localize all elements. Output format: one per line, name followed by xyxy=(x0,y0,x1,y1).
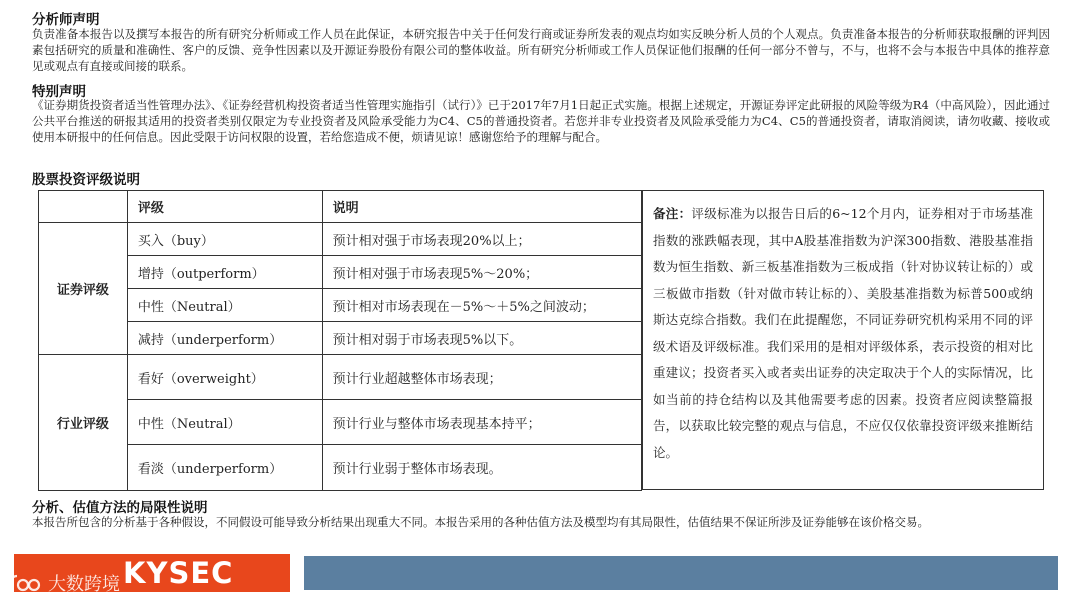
industry-rating-group-label: 行业评级 xyxy=(39,355,128,491)
rating-section-title: 股票投资评级说明 xyxy=(32,172,140,188)
watermark-logo-icon xyxy=(6,572,42,594)
stock-rating-group-label: 证券评级 xyxy=(39,223,128,355)
desc-cell: 预计相对弱于市场表现5%以下。 xyxy=(322,322,641,355)
desc-cell: 预计相对市场表现在－5%～＋5%之间波动； xyxy=(322,289,641,322)
desc-cell: 预计行业与整体市场表现基本持平； xyxy=(322,400,641,445)
desc-cell: 预计相对强于市场表现5%～20%； xyxy=(322,256,641,289)
limitations-title: 分析、估值方法的局限性说明 xyxy=(32,500,208,516)
table-row xyxy=(39,400,642,445)
limitations-body: 本报告所包含的分析基于各种假设，不同假设可能导致分析结果出现重大不同。本报告采用的各种估值方法及模型均有其局限性，估值结果不保证所涉及证券能够在该价格交易。 xyxy=(32,515,929,529)
rating-note-body: 评级标准为以报告日后的6~12个月内，证券相对于市场基准指数的涨跌幅表现，其中A股基准指数为沪深300指数、港股基准指数为恒生指数、新三板基准指数为三板成指（针对协议转让标的）或三板做市指数（针对做市转让标的）、美股基准指数为标普500或纳斯达克综合指数。我们在此提醒您，不同证券研究机构采用不同的评级术语及评级标准。我们采用的是相对评级体系，表示投资的相对比重建议；投资者买入或者卖出证券的决定取决于个人的实际情况，比如当前的持仓结构以及其他需要考虑的因素。投资者应阅读整篇报告，以获取比较完整的观点与信息，不应仅仅依靠投资评级来推断结论。 xyxy=(653,206,1033,460)
rating-cell: 买入（buy） xyxy=(127,223,322,256)
watermark-text: 大数跨境 xyxy=(48,574,120,595)
table-header-blank xyxy=(39,191,128,223)
rating-cell: 减持（underperform） xyxy=(127,322,322,355)
special-statement-body: 《证券期货投资者适当性管理办法》、《证券经营机构投资者适当性管理实施指引（试行）》已于2017年7月1日起正式实施。根据上述规定，开源证券评定此研报的风险等级为R4（中高风险），因此通过公共平台推送的研报其适用的投资者类别仅限定为专业投资者及风险承受能力为C4、C5的普通投资者。若您并非专业投资者及风险承受能力为C4、C5的普通投资者，请取消阅读，请勿收藏、接收或使用本研报中的任何信息。因此受限于访问权限的设置，若给您造成不便，烦请见谅！感谢您给予的理解与配合。 xyxy=(32,98,1050,144)
rating-cell: 增持（outperform） xyxy=(127,256,322,289)
table-row xyxy=(39,256,642,289)
rating-note-box xyxy=(642,190,1044,490)
kysec-logo: KYSEC xyxy=(123,556,234,590)
table-header-rating: 评级 xyxy=(127,191,322,223)
rating-cell: 中性（Neutral） xyxy=(127,400,322,445)
watermark xyxy=(6,564,120,602)
desc-cell: 预计行业弱于整体市场表现。 xyxy=(322,445,641,491)
table-row xyxy=(39,289,642,322)
desc-cell: 预计行业超越整体市场表现； xyxy=(322,355,641,400)
table-header-row xyxy=(39,191,642,223)
rating-cell: 看淡（underperform） xyxy=(127,445,322,491)
rating-cell: 看好（overweight） xyxy=(127,355,322,400)
desc-cell: 预计相对强于市场表现20%以上； xyxy=(322,223,641,256)
rating-note-label: 备注： xyxy=(653,206,692,221)
special-statement-title: 特别声明 xyxy=(32,84,86,100)
rating-cell: 中性（Neutral） xyxy=(127,289,322,322)
analyst-statement-title: 分析师声明 xyxy=(32,12,100,28)
footer-blue-band xyxy=(304,556,1058,590)
table-row xyxy=(39,355,642,400)
analyst-statement-body: 负责准备本报告以及撰写本报告的所有研究分析师或工作人员在此保证，本研究报告中关于任何发行商或证券所发表的观点均如实反映分析人员的个人观点。负责准备本报告的分析师获取报酬的评判因素包括研究的质量和准确性、客户的反馈、竞争性因素以及开源证券股份有限公司的整体收益。所有研究分析师或工作人员保证他们报酬的任何一部分不曾与，不与，也将不会与本报告中具体的推荐意见或观点有直接或间接的联系。 xyxy=(32,27,1050,73)
table-row xyxy=(39,322,642,355)
table-header-desc: 说明 xyxy=(322,191,641,223)
table-row xyxy=(39,445,642,491)
rating-table xyxy=(38,190,642,491)
table-row xyxy=(39,223,642,256)
